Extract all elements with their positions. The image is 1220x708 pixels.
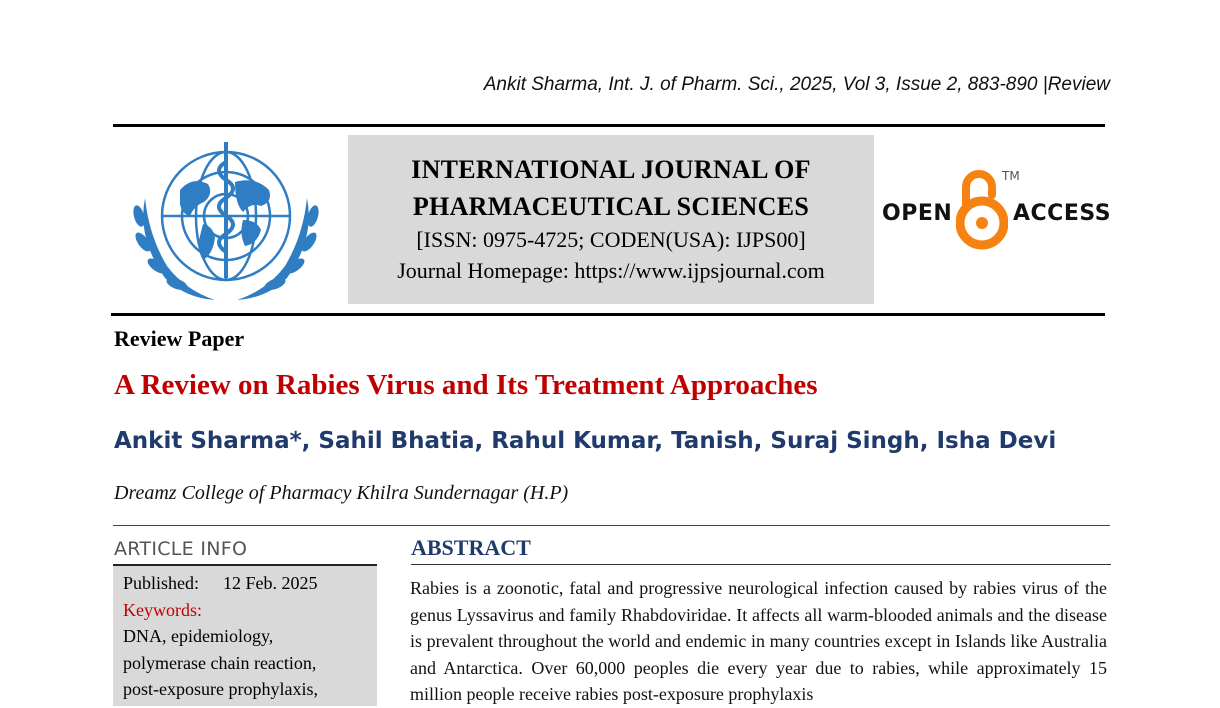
journal-homepage: Journal Homepage: https://www.ijpsjournal.com (397, 258, 825, 283)
paper-type: Review Paper (114, 326, 245, 351)
abstract-underline (411, 564, 1111, 565)
abstract-heading: ABSTRACT (411, 535, 531, 560)
affiliation: Dreamz College of Pharmacy Khilra Sundernagar (H.P) (114, 482, 569, 504)
who-emblem-logo (125, 138, 327, 306)
journal-issn: [ISSN: 0975-4725; CODEN(USA): IJPS00] (416, 227, 806, 252)
published-label: Published: (123, 573, 200, 593)
keyword-item: polymerase chain reaction, (123, 652, 317, 673)
open-access-open-label: OPEN (882, 201, 953, 226)
journal-title-line2: PHARMACEUTICAL SCIENCES (412, 192, 810, 221)
author-list: Ankit Sharma*, Sahil Bhatia, Rahul Kumar, Tanish, Suraj Singh, Isha Devi (114, 428, 1057, 454)
keyword-item: DNA, epidemiology, (123, 626, 274, 646)
journal-title (348, 151, 874, 225)
header-bottom-rule (111, 313, 1105, 316)
open-access-lock-icon (956, 165, 1008, 251)
keyword-item: post-exposure prophylaxis, (123, 679, 318, 699)
abstract-text: Rabies is a zoonotic, fatal and progressive neurological infection caused by rabies virus of the genus Lyssavirus and family Rhabdoviridae. It affects all warm-blooded animals and the disease is prevalent throughout the world and endemic in many countries except in Islands like Australia and Antarctica. Over 60,000 peoples die every year due to rabies, while approximately 15 million people receive rabies post-exposure prophylaxis (410, 578, 1107, 704)
header-top-rule (113, 124, 1105, 127)
open-access-badge (880, 165, 1110, 255)
article-info-box (113, 566, 377, 706)
keywords-label: Keywords: (123, 599, 202, 620)
paper-title: A Review on Rabies Virus and Its Treatment Approaches (114, 369, 818, 401)
section-divider (113, 525, 1110, 526)
journal-info-box (348, 135, 874, 304)
published-date: 12 Feb. 2025 (223, 573, 318, 593)
journal-title-line1: INTERNATIONAL JOURNAL OF (411, 155, 811, 184)
open-access-tm: TM (1002, 169, 1020, 183)
article-info-heading: ARTICLE INFO (114, 538, 248, 560)
citation-header: Ankit Sharma, Int. J. of Pharm. Sci., 2025, Vol 3, Issue 2, 883-890 |Review (483, 74, 1110, 95)
published-row (123, 570, 377, 597)
open-access-access-label: ACCESS (1013, 201, 1112, 226)
